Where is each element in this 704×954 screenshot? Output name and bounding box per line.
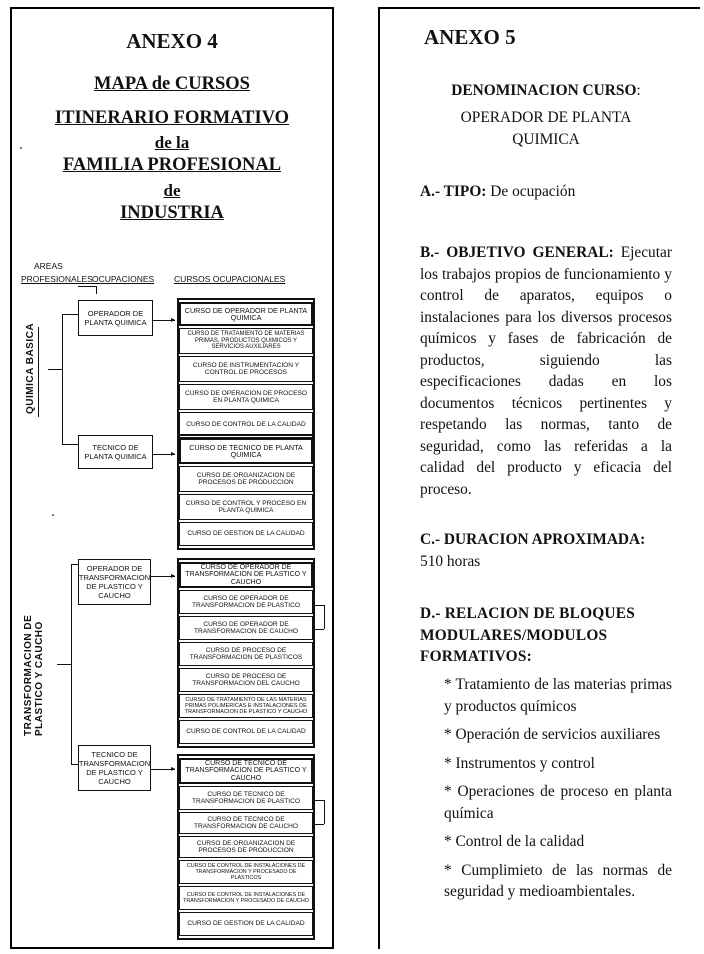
occupation-operador-transformacion: OPERADOR DE TRANSFORMACION DE PLASTICO Y CAUCHO (78, 559, 151, 605)
modulo-item: * Operaciones de proceso en planta química (444, 783, 672, 822)
course-item: CURSO DE GESTION DE LA CALIDAD (179, 912, 313, 936)
course-item: CURSO DE OPERADOR DE TRANSFORMACION DE PLASTICO (179, 590, 313, 614)
area-quimica-label: QUIMICA BASICA (25, 322, 36, 414)
denominacion-label: DENOMINACION CURSO (451, 82, 637, 99)
course-item: CURSO DE CONTROL Y PROCESO EN PLANTA QUIMICA (179, 494, 313, 520)
course-item: CURSO DE OPERADOR DE TRANSFORMACION DE CAUCHO (179, 616, 313, 640)
anexo-5-page (378, 7, 700, 949)
speck (52, 514, 54, 516)
anexo-4-heading: ANEXO 4 (126, 29, 218, 53)
duracion-label: C.- DURACION APROXIMADA: (420, 531, 646, 548)
course-item: CURSO DE OPERACION DE PROCESO EN PLANTA QUIMICA (179, 384, 313, 410)
course-item: CURSO DE CONTROL DE LA CALIDAD (179, 412, 313, 438)
modulo-item: * Tratamiento de las materias primas y productos químicos (444, 676, 672, 715)
page-gap (334, 0, 378, 954)
course-item: CURSO DE GESTION DE LA CALIDAD (179, 522, 313, 546)
arrow-right-icon: ▸ (171, 449, 176, 458)
arrow-right-icon: ▸ (171, 315, 176, 324)
anexo-4-page (10, 7, 334, 949)
objetivo-text: Ejecutar los trabajos propios de funcionamiento y control de aparatos, equipos o instalaciones para los diversos procesos químicos y fases de fabricación de productos, siguiendo las especificaciones dadas en los documentos técnicos pertinentes y respetando las normas, tanto de seguridad, como las referidas a la calidad del producto y eficacia del proceso. (420, 244, 672, 498)
tipo-value: De ocupación (486, 183, 576, 200)
course-item: CURSO DE CONTROL DE LA CALIDAD (179, 720, 313, 744)
header-cursos: CURSOS OCUPACIONALES (174, 274, 286, 284)
denominacion-colon: : (636, 82, 641, 99)
course-item: CURSO DE TECNICO DE TRANSFORMACION DE PLASTICO Y CAUCHO (179, 758, 313, 784)
course-item: CURSO DE TRATAMIENTO DE LAS MATERIAS PRIMAS POLIMERICAS E INSTALACIONES DE TRANSFORMACION DE PLASTICO Y CAUCHO (179, 694, 313, 718)
area-transformacion-label-2: PLASTICO Y CAUCHO (34, 621, 45, 736)
course-item: CURSO DE ORGANIZACION DE PROCESOS DE PRODUCCION (179, 466, 313, 492)
header-ocupaciones: OCUPACIONES (92, 274, 155, 284)
course-item: CURSO DE CONTROL DE INSTALACIONES DE TRANSFORMACION Y PROCESADO DE PLASTICOS (179, 860, 313, 884)
course-item: CURSO DE TECNICO DE TRANSFORMACION DE PLASTICO (179, 786, 313, 810)
modulos-list (444, 674, 672, 910)
itinerario-title: ITINERARIO FORMATIVO (54, 108, 290, 128)
course-item: CURSO DE OPERADOR DE PLANTA QUIMICA (179, 302, 313, 326)
course-item: CURSO DE CONTROL DE INSTALACIONES DE TRANSFORMACION Y PROCESADO DE CAUCHO (179, 886, 313, 910)
arrow-right-icon: ▸ (171, 764, 176, 773)
denominacion-heading (420, 80, 672, 102)
modulo-item: * Instrumentos y control (444, 754, 595, 772)
course-item: CURSO DE ORGANIZACION DE PROCESOS DE PRODUCCION (179, 836, 313, 858)
occupation-tecnico-transformacion: TECNICO DE TRANSFORMACION DE PLASTICO Y CAUCHO (78, 745, 151, 791)
course-item: CURSO DE TRATAMIENTO DE MATERIAS PRIMAS, PRODUCTOS QUIMICOS Y SERVICIOS AUXILIARES (179, 328, 313, 354)
duracion-section (420, 529, 672, 572)
modulo-item: * Control de la calidad (444, 833, 585, 850)
tree-line (62, 314, 63, 444)
course-item: CURSO DE OPERADOR DE TRANSFORMACION DE PLASTICO Y CAUCHO (179, 562, 313, 588)
relacion-label: D.- RELACION DE BLOQUES MODULARES/MODULOS FORMATIVOS: (420, 605, 635, 665)
header-areas-1: AREAS (34, 261, 63, 271)
course-item: CURSO DE TECNICO DE PLANTA QUIMICA (179, 438, 313, 464)
course-item: CURSO DE PROCESO DE TRANSFORMACION DE PLASTICOS (179, 642, 313, 666)
occupation-tecnico-planta: TECNICO DE PLANTA QUIMICA (78, 435, 153, 469)
bracket-line (315, 824, 324, 825)
header-connector-down (96, 286, 97, 294)
arrow-right-icon: ▸ (171, 571, 176, 580)
modulo-item: * Cumplimieto de las normas de seguridad y medioambientales. (444, 861, 672, 900)
bracket-line (324, 605, 325, 629)
area-quimica-bar (38, 327, 39, 417)
tree-line (48, 369, 62, 370)
mapa-cursos-title: MAPA de CURSOS (94, 74, 250, 94)
area-transformacion-label-1: TRANSFORMACION DE (23, 614, 34, 736)
tree-line (71, 564, 72, 764)
bracket-line (315, 605, 324, 606)
industria-title: INDUSTRIA (120, 203, 224, 223)
bracket-line (324, 800, 325, 824)
familia-title: FAMILIA PROFESIONAL (62, 155, 282, 175)
course-item: CURSO DE INSTRUMENTACION Y CONTROL DE PROCESOS (179, 356, 313, 382)
de-text: de (163, 181, 181, 200)
modulo-item: * Operación de servicios auxiliares (444, 726, 661, 743)
course-item: CURSO DE TECNICO DE TRANSFORMACION DE CAUCHO (179, 812, 313, 834)
anexo-5-heading: ANEXO 5 (424, 25, 516, 49)
bracket-line (315, 629, 324, 630)
tree-line (62, 444, 78, 445)
speck (20, 147, 22, 149)
objetivo-section (420, 242, 672, 500)
curso-nombre: OPERADOR DE PLANTA QUIMICA (460, 109, 632, 148)
tree-line (62, 314, 78, 315)
bracket-line (315, 800, 324, 801)
objetivo-label: B.- OBJETIVO GENERAL: (420, 244, 614, 261)
tree-line (57, 664, 71, 665)
tipo-label: A.- TIPO: (420, 183, 487, 200)
duracion-value: 510 horas (420, 552, 481, 570)
header-connector (78, 286, 96, 287)
header-areas-2: PROFESIONALES (21, 274, 93, 284)
tipo-section (420, 181, 672, 203)
de-la-text: de la (154, 133, 190, 152)
occupation-operador-planta: OPERADOR DE PLANTA QUIMICA (78, 300, 153, 336)
course-item: CURSO DE PROCESO DE TRANSFORMACION DEL CAUCHO (179, 668, 313, 692)
